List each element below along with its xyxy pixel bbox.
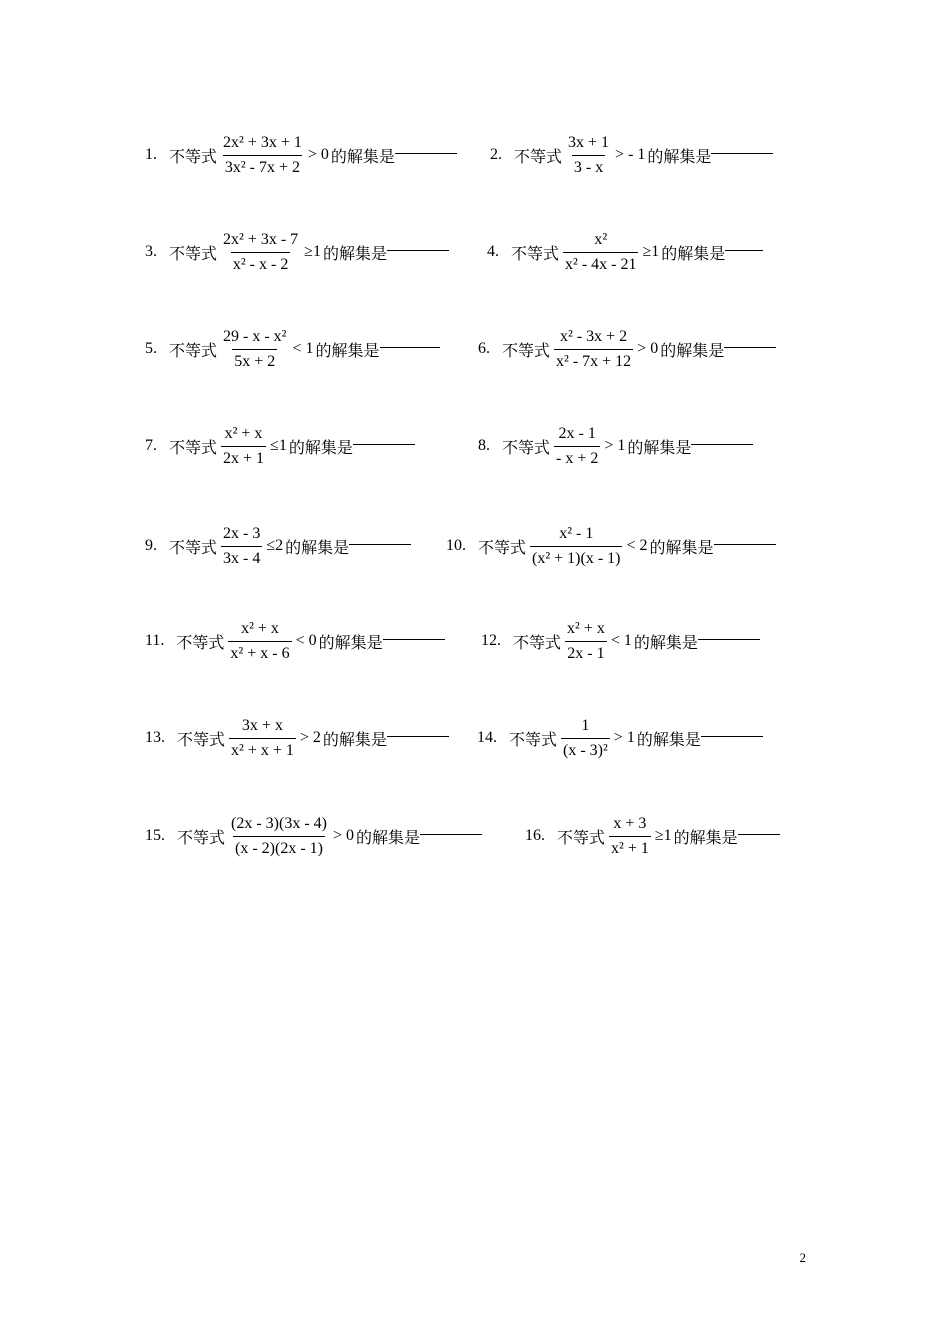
inequality-rhs: ≥1 xyxy=(654,827,672,844)
problem-3 xyxy=(145,222,449,282)
answer-blank[interactable] xyxy=(691,444,753,445)
numerator: x² + x xyxy=(241,619,279,637)
inequality-rhs: > 1 xyxy=(613,729,635,746)
problem-7 xyxy=(145,416,415,476)
problem-12 xyxy=(481,611,760,671)
problem-tail: 的解集是 xyxy=(322,243,387,263)
problem-number: 2. xyxy=(490,146,502,163)
inequality-rhs: > 0 xyxy=(307,146,329,163)
problem-row xyxy=(0,611,950,671)
inequality-rhs: > 1 xyxy=(604,437,626,454)
inequality-rhs: < 1 xyxy=(292,340,314,357)
problem-5 xyxy=(145,319,440,379)
fraction xyxy=(554,328,633,371)
problem-label: 不等式 xyxy=(557,827,606,847)
denominator: x² + 1 xyxy=(609,836,651,858)
problem-tail: 的解集是 xyxy=(627,437,692,457)
problem-4 xyxy=(487,222,763,282)
problem-row xyxy=(0,416,950,476)
problem-number: 16. xyxy=(525,827,545,844)
inequality-rhs: > 2 xyxy=(299,729,321,746)
fraction xyxy=(565,620,607,663)
denominator: 3x² - 7x + 2 xyxy=(223,155,302,177)
answer-blank[interactable] xyxy=(353,444,415,445)
problem-tail: 的解集是 xyxy=(318,632,383,652)
numerator: x + 3 xyxy=(613,814,647,832)
numerator: 2x² + 3x - 7 xyxy=(223,230,299,248)
fraction xyxy=(221,425,266,468)
numerator: 2x - 1 xyxy=(558,424,596,442)
problem-label: 不等式 xyxy=(169,243,218,263)
fraction xyxy=(229,717,296,760)
problem-tail: 的解集是 xyxy=(649,537,714,557)
problem-number: 11. xyxy=(145,632,165,649)
problem-row xyxy=(0,708,950,768)
inequality-rhs: < 1 xyxy=(610,632,632,649)
problem-row xyxy=(0,319,950,379)
fraction xyxy=(563,231,638,274)
problem-tail: 的解集是 xyxy=(322,729,387,749)
numerator: x² - 3x + 2 xyxy=(560,327,628,345)
inequality-rhs: > 0 xyxy=(332,827,355,844)
inequality-rhs: > 0 xyxy=(637,340,659,357)
problem-16 xyxy=(525,806,780,866)
numerator: 2x - 3 xyxy=(223,524,261,542)
problem-label: 不等式 xyxy=(502,340,551,360)
answer-blank[interactable] xyxy=(714,544,776,545)
problem-tail: 的解集是 xyxy=(673,827,738,847)
problem-label: 不等式 xyxy=(478,537,527,557)
fraction xyxy=(221,525,262,568)
inequality-rhs: ≤1 xyxy=(270,437,287,454)
problem-6 xyxy=(478,319,776,379)
problem-tail: 的解集是 xyxy=(633,632,698,652)
fraction xyxy=(530,525,622,568)
problem-15 xyxy=(145,806,482,866)
denominator: x² - 4x - 21 xyxy=(563,252,638,274)
problem-9 xyxy=(145,516,411,576)
answer-blank[interactable] xyxy=(395,153,457,154)
numerator: 3x + 1 xyxy=(568,133,610,151)
answer-blank[interactable] xyxy=(738,834,780,835)
inequality-rhs: < 2 xyxy=(626,537,648,554)
problem-number: 13. xyxy=(145,729,165,746)
problem-row xyxy=(0,125,950,185)
problem-row xyxy=(0,806,950,866)
page-number: 2 xyxy=(799,1250,806,1265)
answer-blank[interactable] xyxy=(383,639,445,640)
problem-11 xyxy=(145,611,445,671)
answer-blank[interactable] xyxy=(725,250,763,251)
answer-blank[interactable] xyxy=(698,639,760,640)
denominator: x² - 7x + 12 xyxy=(554,349,633,371)
problem-number: 9. xyxy=(145,537,157,554)
problem-label: 不等式 xyxy=(509,729,558,749)
problem-label: 不等式 xyxy=(169,437,218,457)
numerator: 1 xyxy=(581,716,590,734)
fraction xyxy=(554,425,600,468)
problem-label: 不等式 xyxy=(169,537,218,557)
inequality-rhs: ≥1 xyxy=(304,243,321,260)
problem-label: 不等式 xyxy=(514,146,563,166)
numerator: x² + x xyxy=(224,424,263,442)
problem-label: 不等式 xyxy=(513,632,562,652)
denominator: (x - 2)(2x - 1) xyxy=(233,836,325,858)
problem-1 xyxy=(145,125,457,185)
denominator: (x - 3)² xyxy=(561,738,610,760)
denominator: - x + 2 xyxy=(554,446,600,468)
problem-number: 7. xyxy=(145,437,157,454)
answer-blank[interactable] xyxy=(724,347,776,348)
inequality-rhs: < 0 xyxy=(295,632,317,649)
problem-8 xyxy=(478,416,753,476)
problem-tail: 的解集是 xyxy=(315,340,380,360)
inequality-rhs: > - 1 xyxy=(615,146,646,163)
problem-number: 6. xyxy=(478,340,490,357)
problem-2 xyxy=(490,125,773,185)
problem-number: 5. xyxy=(145,340,157,357)
problem-tail: 的解集是 xyxy=(330,146,395,166)
denominator: 5x + 2 xyxy=(232,349,277,371)
fraction xyxy=(228,620,291,663)
fraction xyxy=(221,134,304,177)
numerator: (2x - 3)(3x - 4) xyxy=(231,814,327,832)
answer-blank[interactable] xyxy=(711,153,773,154)
problem-number: 1. xyxy=(145,146,157,163)
inequality-rhs: ≤2 xyxy=(266,537,284,554)
problem-label: 不等式 xyxy=(177,729,226,749)
fraction xyxy=(229,815,329,858)
inequality-rhs: ≥1 xyxy=(642,243,660,260)
fraction xyxy=(221,231,300,274)
problem-label: 不等式 xyxy=(169,340,218,360)
problem-number: 3. xyxy=(145,243,157,260)
problem-row xyxy=(0,516,950,576)
numerator: 29 - x - x² xyxy=(223,327,287,345)
problem-row xyxy=(0,222,950,282)
denominator: (x² + 1)(x - 1) xyxy=(530,546,622,568)
fraction xyxy=(221,328,288,371)
numerator: 2x² + 3x + 1 xyxy=(223,133,302,151)
problem-tail: 的解集是 xyxy=(647,146,712,166)
answer-blank[interactable] xyxy=(380,347,440,348)
fraction xyxy=(566,134,611,177)
answer-blank[interactable] xyxy=(387,250,449,251)
numerator: x² + x xyxy=(567,619,605,637)
problem-10 xyxy=(446,516,776,576)
numerator: x² - 1 xyxy=(559,524,594,542)
problem-label: 不等式 xyxy=(169,146,218,166)
numerator: 3x + x xyxy=(241,716,283,734)
problem-tail: 的解集是 xyxy=(288,437,353,457)
problem-number: 10. xyxy=(446,537,466,554)
denominator: 2x - 1 xyxy=(565,641,606,663)
denominator: x² + x + 1 xyxy=(229,738,296,760)
problem-label: 不等式 xyxy=(176,632,225,652)
denominator: 3 - x xyxy=(572,155,605,177)
problem-13 xyxy=(145,708,449,768)
problem-tail: 的解集是 xyxy=(636,729,701,749)
problem-14 xyxy=(477,708,763,768)
denominator: 2x + 1 xyxy=(221,446,266,468)
fraction xyxy=(609,815,651,858)
answer-blank[interactable] xyxy=(387,736,449,737)
problem-number: 4. xyxy=(487,243,499,260)
denominator: 3x - 4 xyxy=(221,546,262,568)
answer-blank[interactable] xyxy=(701,736,763,737)
answer-blank[interactable] xyxy=(420,834,482,835)
problem-number: 15. xyxy=(145,827,165,844)
denominator: x² - x - 2 xyxy=(231,252,290,274)
problem-tail: 的解集是 xyxy=(285,537,350,557)
problem-label: 不等式 xyxy=(177,827,226,847)
denominator: x² + x - 6 xyxy=(228,641,291,663)
fraction xyxy=(561,717,610,760)
problem-label: 不等式 xyxy=(511,243,560,263)
problem-label: 不等式 xyxy=(502,437,551,457)
problem-number: 8. xyxy=(478,437,490,454)
problem-number: 12. xyxy=(481,632,501,649)
answer-blank[interactable] xyxy=(349,544,411,545)
numerator: x² xyxy=(594,230,608,248)
problem-tail: 的解集是 xyxy=(661,243,726,263)
problem-number: 14. xyxy=(477,729,497,746)
problem-tail: 的解集是 xyxy=(660,340,725,360)
problem-tail: 的解集是 xyxy=(356,827,421,847)
